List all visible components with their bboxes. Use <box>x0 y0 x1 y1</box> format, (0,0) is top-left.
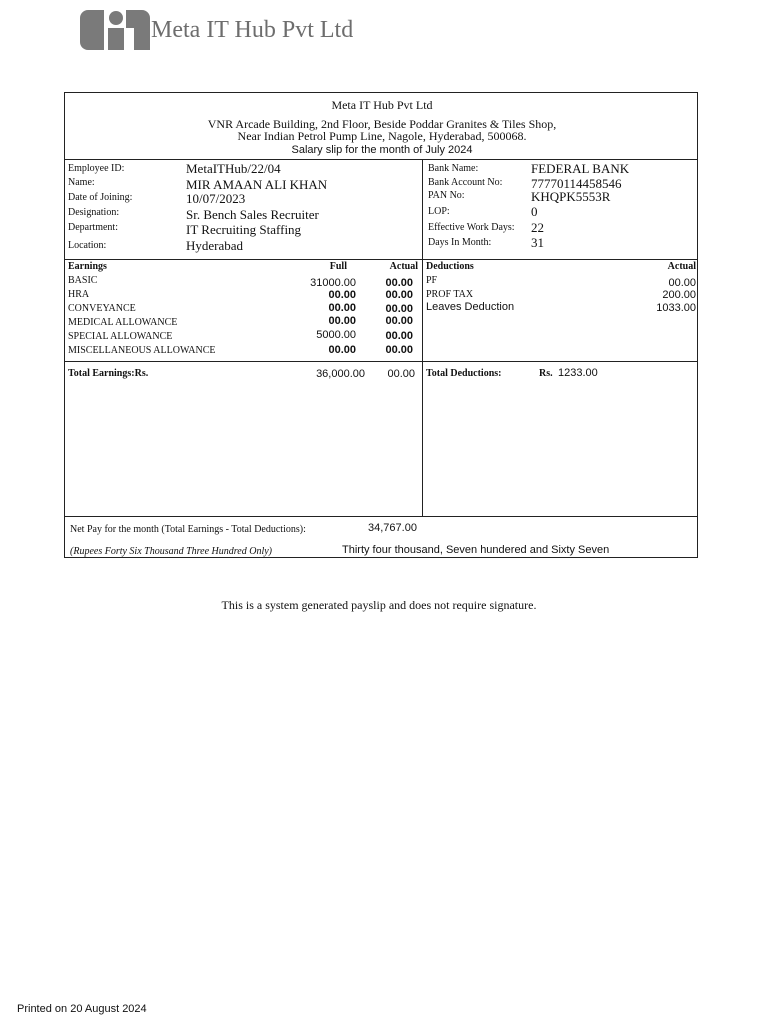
earning-name: SPECIAL ALLOWANCE <box>68 331 173 342</box>
printed-on: Printed on 20 August 2024 <box>17 1003 147 1015</box>
employee-name-value: MIR AMAAN ALI KHAN <box>186 177 328 192</box>
earning-full: 5000.00 <box>316 329 356 341</box>
earning-name: HRA <box>68 289 90 300</box>
total-earnings-label: Total Earnings:Rs. <box>68 368 149 379</box>
total-earnings-full: 36,000.00 <box>316 368 365 380</box>
lop-value: 0 <box>531 204 538 219</box>
earning-full: 00.00 <box>328 344 356 356</box>
net-pay-words-typed: Thirty four thousand, Seven hundered and Sixty Seven <box>342 544 610 556</box>
slip-title: Salary slip for the month of July 2024 <box>291 144 473 156</box>
bank-name-label: Bank Name: <box>428 163 479 174</box>
earnings-heading: Earnings <box>68 261 107 272</box>
total-deductions-label: Total Deductions: <box>426 368 502 379</box>
deduction-name: Leaves Deduction <box>426 301 515 313</box>
lop-label: LOP: <box>428 206 450 217</box>
total-deductions-value: 1233.00 <box>558 367 598 379</box>
designation-label: Designation: <box>68 207 120 218</box>
net-pay-label: Net Pay for the month (Total Earnings - Total Deductions): <box>70 524 306 535</box>
earnings-full-heading: Full <box>329 261 347 272</box>
logo-company-name: Meta IT Hub Pvt Ltd <box>151 17 354 43</box>
deduction-actual: 200.00 <box>662 289 696 301</box>
bank-name-value: FEDERAL BANK <box>531 161 630 176</box>
total-deductions-prefix: Rs. <box>539 368 553 379</box>
earning-actual: 00.00 <box>385 289 413 301</box>
earning-actual: 00.00 <box>385 330 413 342</box>
company-logo <box>80 6 150 54</box>
earning-full: 00.00 <box>328 315 356 327</box>
date-of-joining-value: 10/07/2023 <box>186 191 246 206</box>
days-in-month-value: 31 <box>531 235 544 250</box>
date-of-joining-label: Date of Joining: <box>68 192 133 203</box>
employee-id-label: Employee ID: <box>68 163 125 174</box>
location-label: Location: <box>68 240 107 251</box>
address-line-2: Near Indian Petrol Pump Line, Nagole, Hyderabad, 500068. <box>237 129 527 143</box>
earning-actual: 00.00 <box>385 277 413 289</box>
earning-actual: 00.00 <box>385 344 413 356</box>
employee-name-label: Name: <box>68 177 95 188</box>
earning-name: MISCELLANEOUS ALLOWANCE <box>68 345 216 356</box>
effective-work-days-label: Effective Work Days: <box>428 222 515 233</box>
bank-account-value: 77770114458546 <box>531 176 622 191</box>
deduction-name: PROF TAX <box>426 289 474 300</box>
earning-full: 00.00 <box>328 289 356 301</box>
employee-id-value: MetaITHub/22/04 <box>186 161 281 176</box>
department-label: Department: <box>68 222 118 233</box>
earning-actual: 00.00 <box>385 303 413 315</box>
net-pay-words-printed: (Rupees Forty Six Thousand Three Hundred Only) <box>70 546 273 557</box>
earning-name: CONVEYANCE <box>68 303 136 314</box>
slip-company-name: Meta IT Hub Pvt Ltd <box>331 98 433 112</box>
bank-account-label: Bank Account No: <box>428 177 503 188</box>
deduction-actual: 1033.00 <box>656 302 696 314</box>
total-earnings-actual: 00.00 <box>387 368 415 380</box>
salary-slip <box>64 92 698 558</box>
department-value: IT Recruiting Staffing <box>186 222 302 237</box>
earning-actual: 00.00 <box>385 315 413 327</box>
net-pay-value: 34,767.00 <box>368 522 417 534</box>
address-line-1: VNR Arcade Building, 2nd Floor, Beside Poddar Granites & Tiles Shop, <box>207 117 557 131</box>
pan-value: KHQPK5553R <box>531 189 611 204</box>
deduction-name: PF <box>426 275 438 286</box>
pan-label: PAN No: <box>428 190 465 201</box>
deductions-actual-heading: Actual <box>667 261 696 272</box>
earning-full: 00.00 <box>328 302 356 314</box>
deductions-heading: Deductions <box>426 261 474 272</box>
earning-name: MEDICAL ALLOWANCE <box>68 317 178 328</box>
days-in-month-label: Days In Month: <box>428 237 492 248</box>
designation-value: Sr. Bench Sales Recruiter <box>186 207 319 222</box>
earning-full: 31000.00 <box>310 277 356 289</box>
effective-work-days-value: 22 <box>531 220 544 235</box>
location-value: Hyderabad <box>186 238 244 253</box>
deduction-actual: 00.00 <box>668 277 696 289</box>
earning-name: BASIC <box>68 275 98 286</box>
system-generated-note: This is a system generated payslip and does not require signature. <box>221 598 537 612</box>
earnings-actual-heading: Actual <box>389 261 418 272</box>
